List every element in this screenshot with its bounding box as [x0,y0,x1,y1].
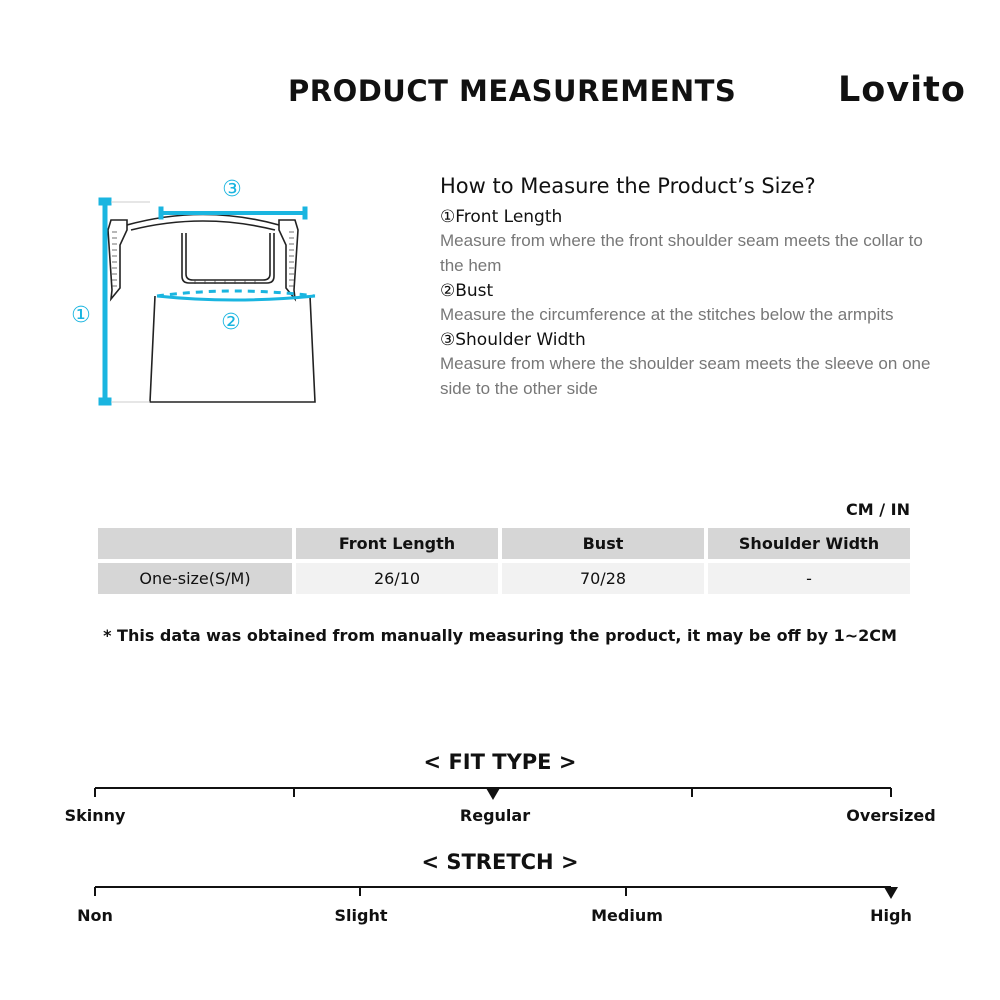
rib-texture [112,232,294,286]
shoulder-width-marker [159,207,307,219]
front-length-description: Measure from where the front shoulder seam meets the collar to the hem [440,231,923,275]
bust-description: Measure the circumference at the stitches below the armpits [440,305,894,324]
stretch-title: < STRETCH > [421,850,579,874]
shoulder-width-description: Measure from where the shoulder seam meets the sleeve on one side to the other side [440,354,931,398]
front-length-heading: ①Front Length [440,207,563,227]
marker-2: ② [221,310,241,335]
stretch-label-high: High [870,906,912,925]
fit-type-title: < FIT TYPE > [423,750,577,774]
marker-3: ③ [222,177,242,202]
fit-label-regular: Regular [459,806,531,825]
stretch-label-medium: Medium [591,906,663,925]
fit-label-oversized: Oversized [846,806,936,825]
table-header-cell: Bust [502,528,704,559]
brand-logo: Lovito [838,70,966,110]
shoulder-width-heading: ③Shoulder Width [440,330,586,350]
size-label-cell: One-size(S/M) [98,563,292,594]
instructions-title: How to Measure the Product’s Size? [440,174,816,198]
table-header-cell: Front Length [296,528,498,559]
garment-diagram [55,170,345,420]
stretch-scale [0,878,1000,908]
table-header-cell: Shoulder Width [708,528,910,559]
measurement-note: * This data was obtained from manually measuring the product, it may be off by 1~2CM [103,626,897,645]
table-header-cell [98,528,292,559]
tank-top-outline [108,215,315,403]
table-cell: - [708,563,910,594]
stretch-label-slight: Slight [334,906,388,925]
table-cell: 26/10 [296,563,498,594]
bust-heading: ②Bust [440,281,494,301]
unit-label: CM / IN [846,500,910,519]
marker-1: ① [71,303,91,328]
fit-label-skinny: Skinny [64,806,126,825]
stretch-label-non: Non [77,906,113,925]
table-cell: 70/28 [502,563,704,594]
table-row [98,563,910,594]
fit-type-pointer [486,788,500,800]
measure-instructions [440,174,940,403]
front-length-marker [99,198,150,405]
page-title: PRODUCT MEASUREMENTS [288,74,737,108]
stretch-pointer [884,887,898,899]
size-table [94,524,914,598]
table-header-row [98,528,910,559]
